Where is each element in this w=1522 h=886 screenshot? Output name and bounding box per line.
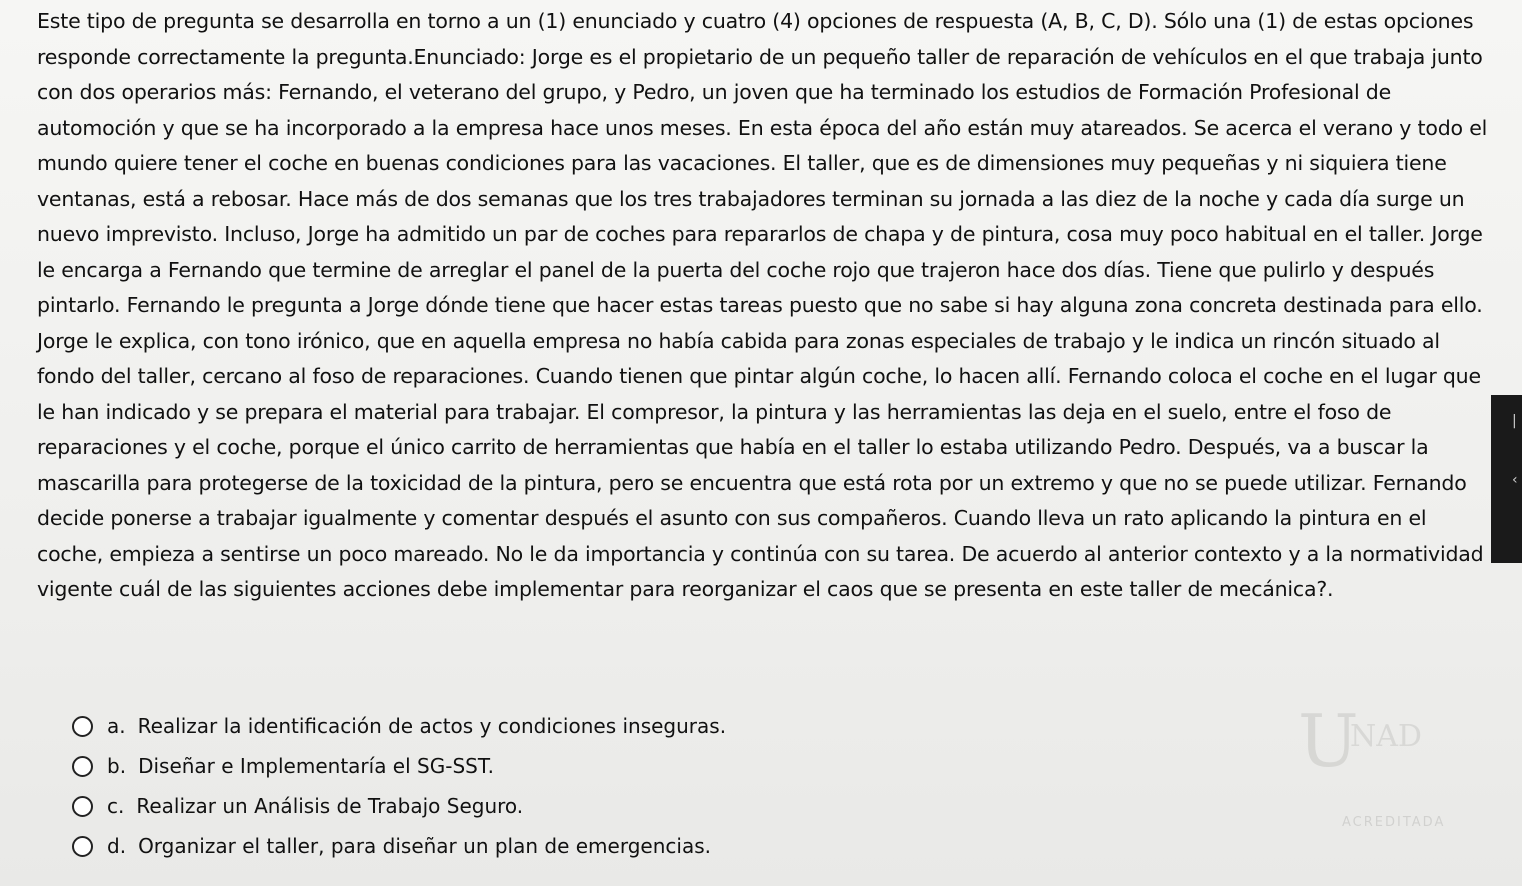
chevron-left-icon[interactable]: ‹: [1512, 472, 1518, 488]
option-letter: b.: [107, 754, 127, 778]
radio-button-a[interactable]: [72, 716, 93, 737]
option-letter: d.: [107, 834, 127, 858]
option-label: Realizar la identificación de actos y condiciones inseguras.: [137, 714, 727, 738]
edge-glyph: |: [1512, 413, 1517, 429]
answer-options: [72, 706, 972, 866]
logo-letter-u: U: [1298, 699, 1359, 783]
option-d[interactable]: [72, 826, 972, 866]
option-letter: c.: [107, 794, 125, 818]
logo-letters-nad: NAD: [1350, 719, 1422, 754]
option-a[interactable]: [72, 706, 972, 746]
radio-button-c[interactable]: [72, 796, 93, 817]
option-label: Diseñar e Implementaría el SG-SST.: [138, 754, 495, 778]
radio-button-d[interactable]: [72, 836, 93, 857]
option-label: Organizar el taller, para diseñar un plan de emergencias.: [138, 834, 711, 858]
question-text: Este tipo de pregunta se desarrolla en torno a un (1) enunciado y cuatro (4) opciones de respuesta (A, B, C, D). Sólo una (1) de estas opciones responde correctamente la pregunta.Enunciado: Jorge es el propietario de un pequeño taller de reparación de vehículos en el que trabaja junto con dos operarios más: Fernando, el veterano del grupo, y Pedro, un joven que ha terminado los estudios de Formación Profesional de automoción y que se ha incorporado a la empresa hace unos meses. En esta época del año están muy atareados. Se acerca el verano y todo el mundo quiere tener el coche en buenas condiciones para las vacaciones. El taller, que es de dimensiones muy pequeñas y ni siquiera tiene ventanas, está a rebosar. Hace más de dos semanas que los tres trabajadores terminan su jornada a las diez de la noche y cada día surge un nuevo imprevisto. Incluso, Jorge ha admitido un par de coches para repararlos de chapa y de pintura, cosa muy poco habitual en el taller. Jorge le encarga a Fernando que termine de arreglar el panel de la puerta del coche rojo que trajeron hace dos días. Tiene que pulirlo y después pintarlo. Fernando le pregunta a Jorge dónde tiene que hacer estas tareas puesto que no sabe si hay alguna zona concreta destinada para ello. Jorge le explica, con tono irónico, que en aquella empresa no había cabida para zonas especiales de trabajo y le indica un rincón situado al fondo del taller, cercano al foso de reparaciones. Cuando tienen que pintar algún coche, lo hacen allí. Fernando coloca el coche en el lugar que le han indicado y se prepara el material para trabajar. El compresor, la pintura y las herramientas las deja en el suelo, entre el foso de reparaciones y el coche, porque el único carrito de herramientas que había en el taller lo estaba utilizando Pedro. Después, va a buscar la mascarilla para protegerse de la toxicidad de la pintura, pero se encuentra que está rota por un extremo y que no se puede utilizar. Fernando decide ponerse a trabajar igualmente y comentar después el asunto con sus compañeros. Cuando lleva un rato aplicando la pintura en el coche, empieza a sentirse un poco mareado. No le da importancia y continúa con su tarea. De acuerdo al anterior contexto y a la normatividad vigente cuál de las siguientes acciones debe implementar para reorganizar el caos que se presenta en este taller de mecánica?.: [37, 9, 1488, 601]
option-b[interactable]: [72, 746, 972, 786]
radio-button-b[interactable]: [72, 756, 93, 777]
option-c[interactable]: [72, 786, 972, 826]
option-letter: a.: [107, 714, 126, 738]
logo-accreditation-text: ACREDITADA: [1342, 815, 1446, 830]
unad-watermark-logo: [1290, 695, 1460, 870]
option-label: Realizar un Análisis de Trabajo Seguro.: [136, 794, 524, 818]
